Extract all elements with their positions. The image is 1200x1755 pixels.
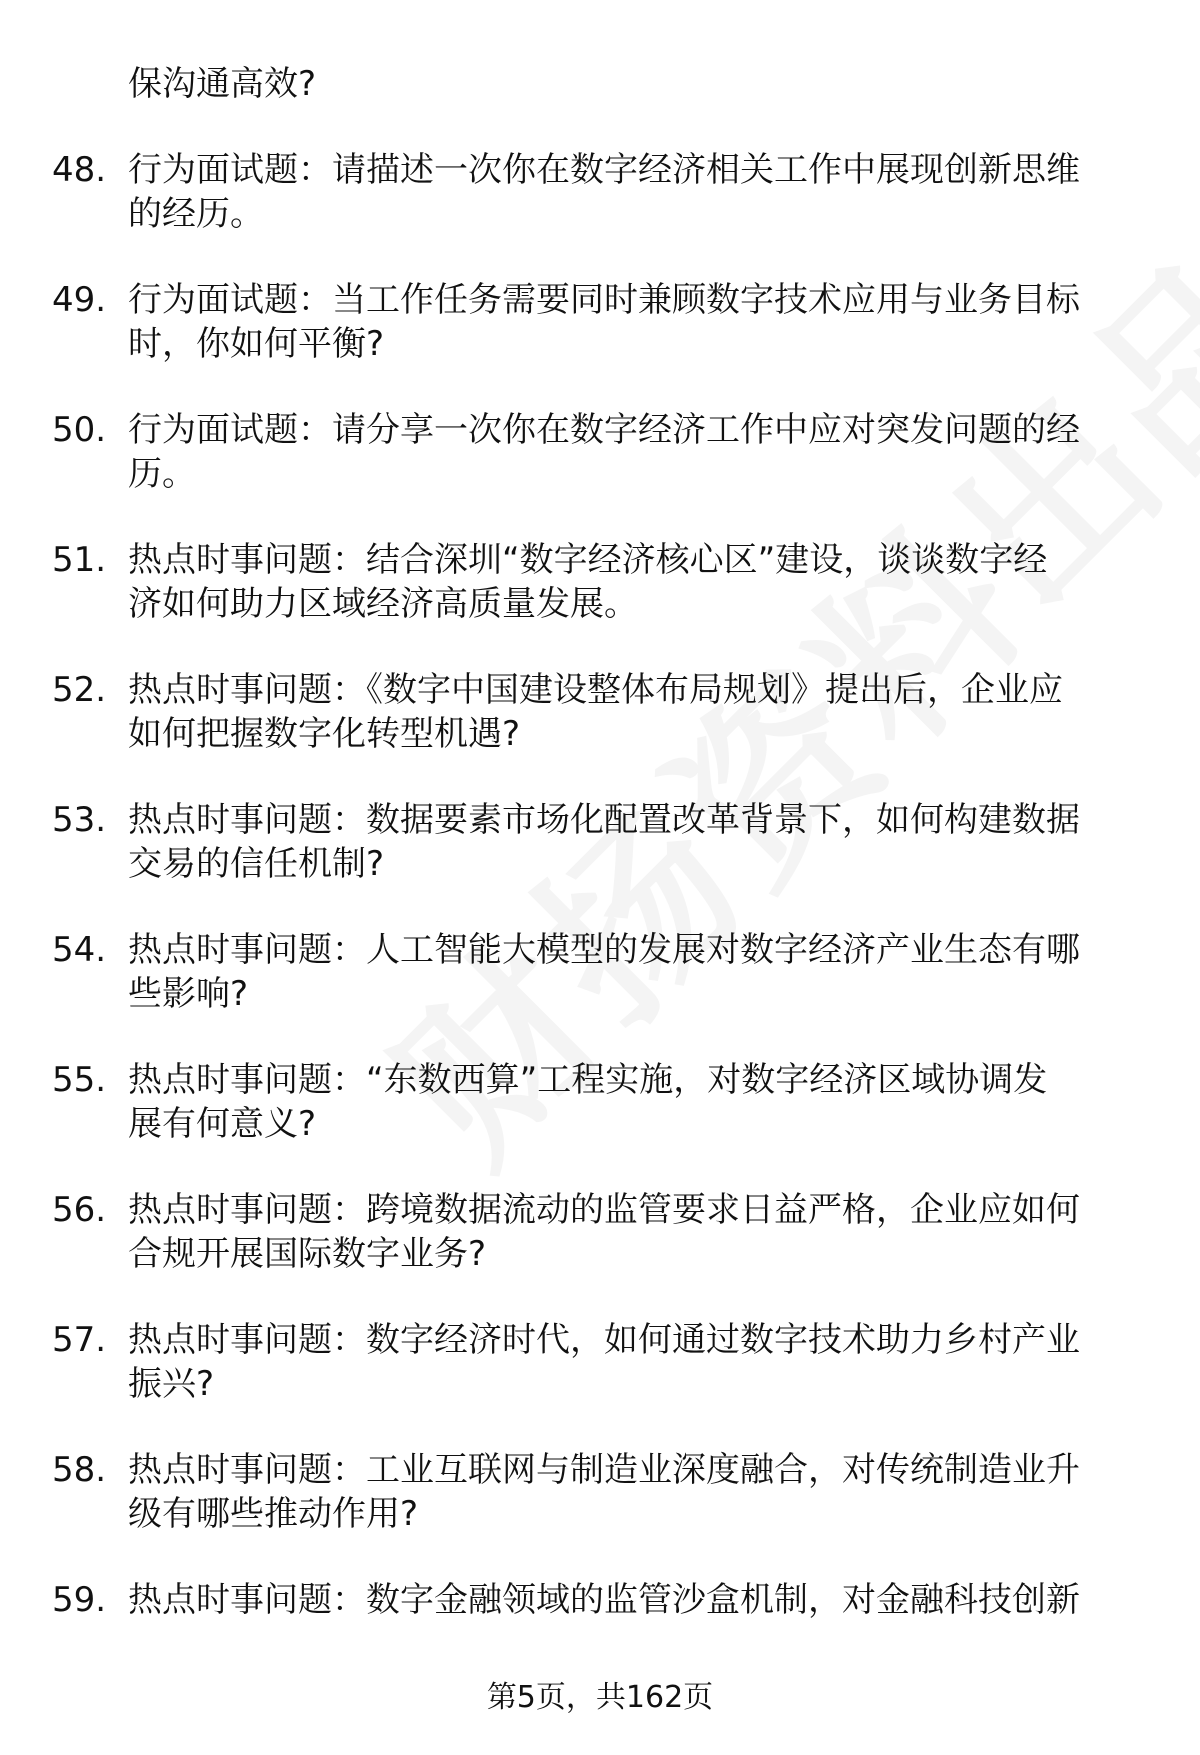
question-number: 48.: [52, 150, 107, 190]
question-text: [128, 1058, 1138, 1146]
question-item-49: [0, 278, 1200, 408]
question-text: [128, 798, 1138, 886]
question-text: [128, 148, 1138, 236]
question-item-58: [0, 1448, 1200, 1578]
question-line: 行为面试题：当工作任务需要同时兼顾数字技术应用与业务目标: [128, 280, 1080, 320]
question-line: 热点时事问题：数字金融领域的监管沙盒机制，对金融科技创新: [128, 1580, 1080, 1620]
question-text: [128, 1448, 1138, 1536]
question-item-52: [0, 668, 1200, 798]
question-line: 振兴?: [128, 1364, 215, 1404]
question-number: 50.: [52, 410, 107, 450]
question-item-48: [0, 148, 1200, 278]
question-line: 热点时事问题：数据要素市场化配置改革背景下，如何构建数据: [128, 800, 1080, 840]
question-number: 51.: [52, 540, 107, 580]
question-line: 历。: [128, 454, 196, 494]
question-line: 合规开展国际数字业务?: [128, 1234, 487, 1274]
continuation-text: 保沟通高效?: [128, 64, 317, 104]
question-line: 热点时事问题：《数字中国建设整体布局规划》提出后，企业应: [128, 670, 1063, 710]
question-number: 55.: [52, 1060, 107, 1100]
question-line: 热点时事问题：结合深圳“数字经济核心区”建设，谈谈数字经: [128, 540, 1048, 580]
question-text: [128, 538, 1138, 626]
question-number: 52.: [52, 670, 107, 710]
question-text: [128, 278, 1138, 366]
question-number: 59.: [52, 1580, 107, 1620]
question-line: 展有何意义?: [128, 1104, 317, 1144]
question-line: 济如何助力区域经济高质量发展。: [128, 584, 638, 624]
question-item-50: [0, 408, 1200, 538]
question-line: 热点时事问题：工业互联网与制造业深度融合，对传统制造业升: [128, 1450, 1080, 1490]
question-text: [128, 1318, 1138, 1406]
question-item-56: [0, 1188, 1200, 1318]
question-item-54: [0, 928, 1200, 1058]
question-line: 行为面试题：请描述一次你在数字经济相关工作中展现创新思维: [128, 150, 1080, 190]
question-line: 的经历。: [128, 194, 264, 234]
question-line: 热点时事问题：数字经济时代，如何通过数字技术助力乡村产业: [128, 1320, 1080, 1360]
question-text: [128, 408, 1138, 496]
question-line: 交易的信任机制?: [128, 844, 385, 884]
question-text: [128, 668, 1138, 756]
question-text: [128, 1578, 1138, 1622]
question-line: 如何把握数字化转型机遇?: [128, 714, 521, 754]
question-line: 热点时事问题：人工智能大模型的发展对数字经济产业生态有哪: [128, 930, 1080, 970]
question-line: 级有哪些推动作用?: [128, 1494, 419, 1534]
question-list: [0, 148, 1200, 1708]
question-item-55: [0, 1058, 1200, 1188]
question-line: 热点时事问题：“东数西算”工程实施，对数字经济区域协调发: [128, 1060, 1048, 1100]
question-line: 热点时事问题：跨境数据流动的监管要求日益严格，企业应如何: [128, 1190, 1080, 1230]
question-number: 57.: [52, 1320, 107, 1360]
question-item-57: [0, 1318, 1200, 1448]
question-line: 行为面试题：请分享一次你在数字经济工作中应对突发问题的经: [128, 410, 1080, 450]
question-item-53: [0, 798, 1200, 928]
question-number: 58.: [52, 1450, 107, 1490]
question-line: 时，你如何平衡?: [128, 324, 385, 364]
question-number: 54.: [52, 930, 107, 970]
question-number: 53.: [52, 800, 107, 840]
question-text: [128, 928, 1138, 1016]
question-item-51: [0, 538, 1200, 668]
question-number: 56.: [52, 1190, 107, 1230]
question-number: 49.: [52, 280, 107, 320]
question-text: [128, 1188, 1138, 1276]
question-line: 些影响?: [128, 974, 249, 1014]
page-number-footer: 第5页，共162页: [486, 1680, 714, 1715]
